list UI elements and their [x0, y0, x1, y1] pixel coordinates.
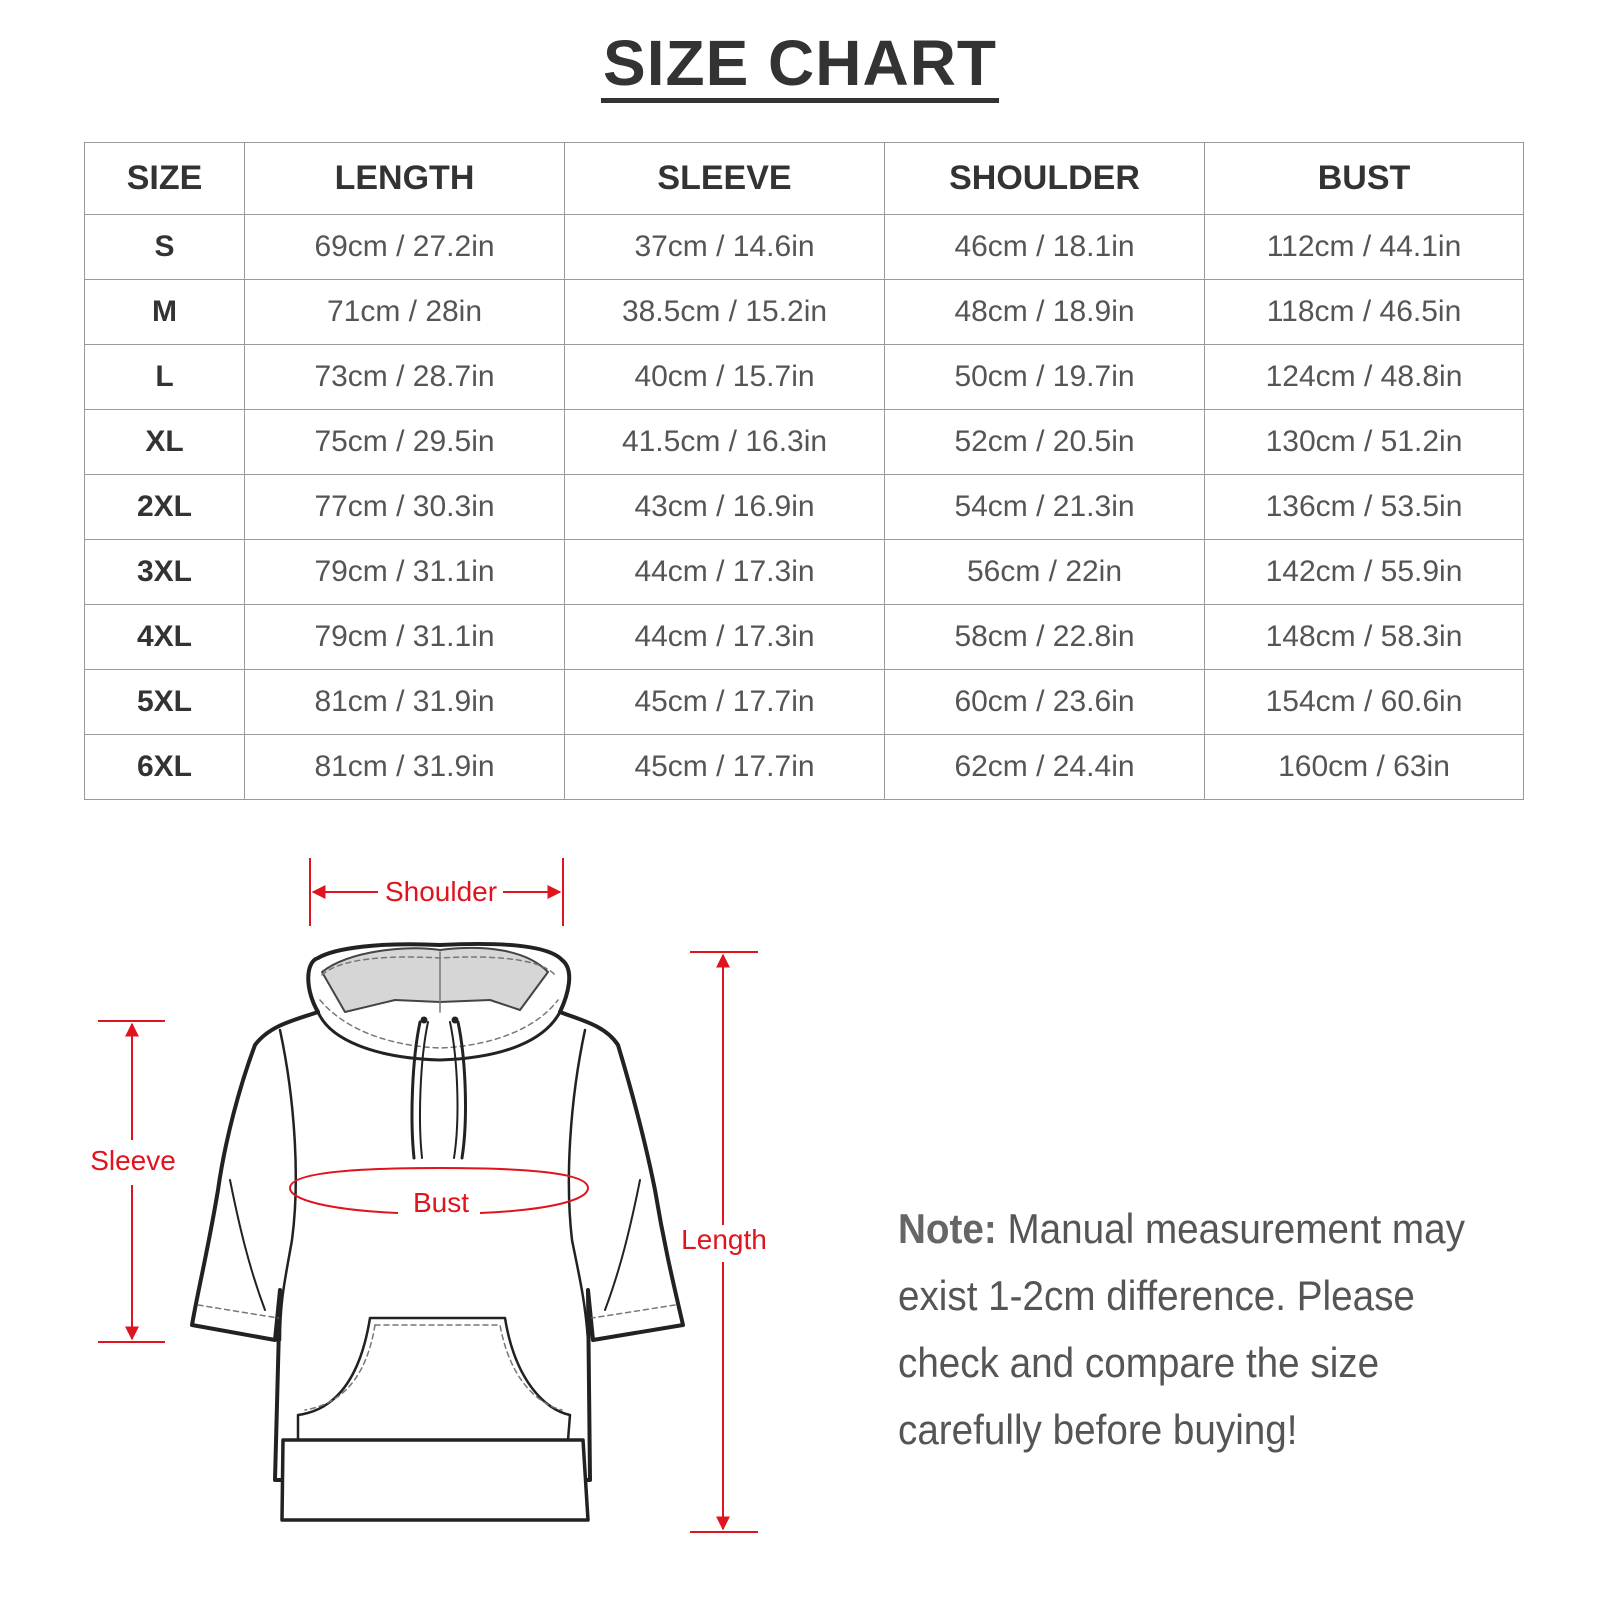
bust-cell: 130cm / 51.2in: [1205, 410, 1524, 475]
size-cell: 4XL: [85, 605, 245, 670]
size-cell: 2XL: [85, 475, 245, 540]
note-text: [898, 1195, 1487, 1463]
sleeve-label: Sleeve: [90, 1145, 176, 1176]
bust-cell: 148cm / 58.3in: [1205, 605, 1524, 670]
size-cell: 5XL: [85, 670, 245, 735]
shoulder-cell: 46cm / 18.1in: [885, 215, 1205, 280]
hoodie-illustration: [192, 944, 683, 1520]
table-row: [85, 735, 1524, 800]
table-row: [85, 475, 1524, 540]
page-title: SIZE CHART: [601, 30, 999, 103]
header-shoulder: SHOULDER: [885, 143, 1205, 215]
length-cell: 71cm / 28in: [245, 280, 565, 345]
header-size: SIZE: [85, 143, 245, 215]
note-label: Note:: [898, 1205, 997, 1252]
length-cell: 79cm / 31.1in: [245, 540, 565, 605]
length-cell: 77cm / 30.3in: [245, 475, 565, 540]
length-cell: 81cm / 31.9in: [245, 670, 565, 735]
bust-cell: 160cm / 63in: [1205, 735, 1524, 800]
shoulder-label: Shoulder: [384, 876, 498, 907]
bust-cell: 124cm / 48.8in: [1205, 345, 1524, 410]
length-measurement: [681, 952, 767, 1532]
shoulder-cell: 58cm / 22.8in: [885, 605, 1205, 670]
sleeve-cell: 44cm / 17.3in: [565, 605, 885, 670]
shoulder-cell: 62cm / 24.4in: [885, 735, 1205, 800]
bust-cell: 112cm / 44.1in: [1205, 215, 1524, 280]
sleeve-cell: 38.5cm / 15.2in: [565, 280, 885, 345]
title-wrap: [0, 27, 1600, 103]
sleeve-cell: 40cm / 15.7in: [565, 345, 885, 410]
length-label: Length: [681, 1224, 767, 1255]
sleeve-cell: 37cm / 14.6in: [565, 215, 885, 280]
shoulder-cell: 48cm / 18.9in: [885, 280, 1205, 345]
table-row: [85, 280, 1524, 345]
bust-cell: 118cm / 46.5in: [1205, 280, 1524, 345]
sleeve-cell: 41.5cm / 16.3in: [565, 410, 885, 475]
header-bust: BUST: [1205, 143, 1524, 215]
size-cell: M: [85, 280, 245, 345]
size-cell: 6XL: [85, 735, 245, 800]
shoulder-cell: 50cm / 19.7in: [885, 345, 1205, 410]
length-cell: 81cm / 31.9in: [245, 735, 565, 800]
table-header-row: [85, 143, 1524, 215]
length-cell: 75cm / 29.5in: [245, 410, 565, 475]
bust-cell: 154cm / 60.6in: [1205, 670, 1524, 735]
header-length: LENGTH: [245, 143, 565, 215]
bust-cell: 136cm / 53.5in: [1205, 475, 1524, 540]
sleeve-cell: 45cm / 17.7in: [565, 735, 885, 800]
shoulder-cell: 56cm / 22in: [885, 540, 1205, 605]
size-cell: S: [85, 215, 245, 280]
table-row: [85, 410, 1524, 475]
sleeve-cell: 43cm / 16.9in: [565, 475, 885, 540]
table-row: [85, 345, 1524, 410]
length-cell: 69cm / 27.2in: [245, 215, 565, 280]
table-row: [85, 215, 1524, 280]
bust-label: Bust: [412, 1187, 470, 1218]
shoulder-cell: 60cm / 23.6in: [885, 670, 1205, 735]
size-chart-table: [84, 142, 1524, 800]
table-row: [85, 605, 1524, 670]
note-body: Manual measurement may exist 1-2cm difference. Please check and compare the size carefully before buying!: [898, 1205, 1465, 1453]
bust-cell: 142cm / 55.9in: [1205, 540, 1524, 605]
sleeve-cell: 44cm / 17.3in: [565, 540, 885, 605]
table-row: [85, 540, 1524, 605]
bust-measurement: [290, 1168, 588, 1218]
shoulder-cell: 52cm / 20.5in: [885, 410, 1205, 475]
table-row: [85, 670, 1524, 735]
size-cell: XL: [85, 410, 245, 475]
sleeve-measurement: [90, 1021, 176, 1342]
size-cell: L: [85, 345, 245, 410]
header-sleeve: SLEEVE: [565, 143, 885, 215]
hoodie-measurement-diagram: [0, 840, 820, 1560]
shoulder-measurement: [310, 858, 563, 926]
sleeve-cell: 45cm / 17.7in: [565, 670, 885, 735]
length-cell: 79cm / 31.1in: [245, 605, 565, 670]
length-cell: 73cm / 28.7in: [245, 345, 565, 410]
size-cell: 3XL: [85, 540, 245, 605]
shoulder-cell: 54cm / 21.3in: [885, 475, 1205, 540]
